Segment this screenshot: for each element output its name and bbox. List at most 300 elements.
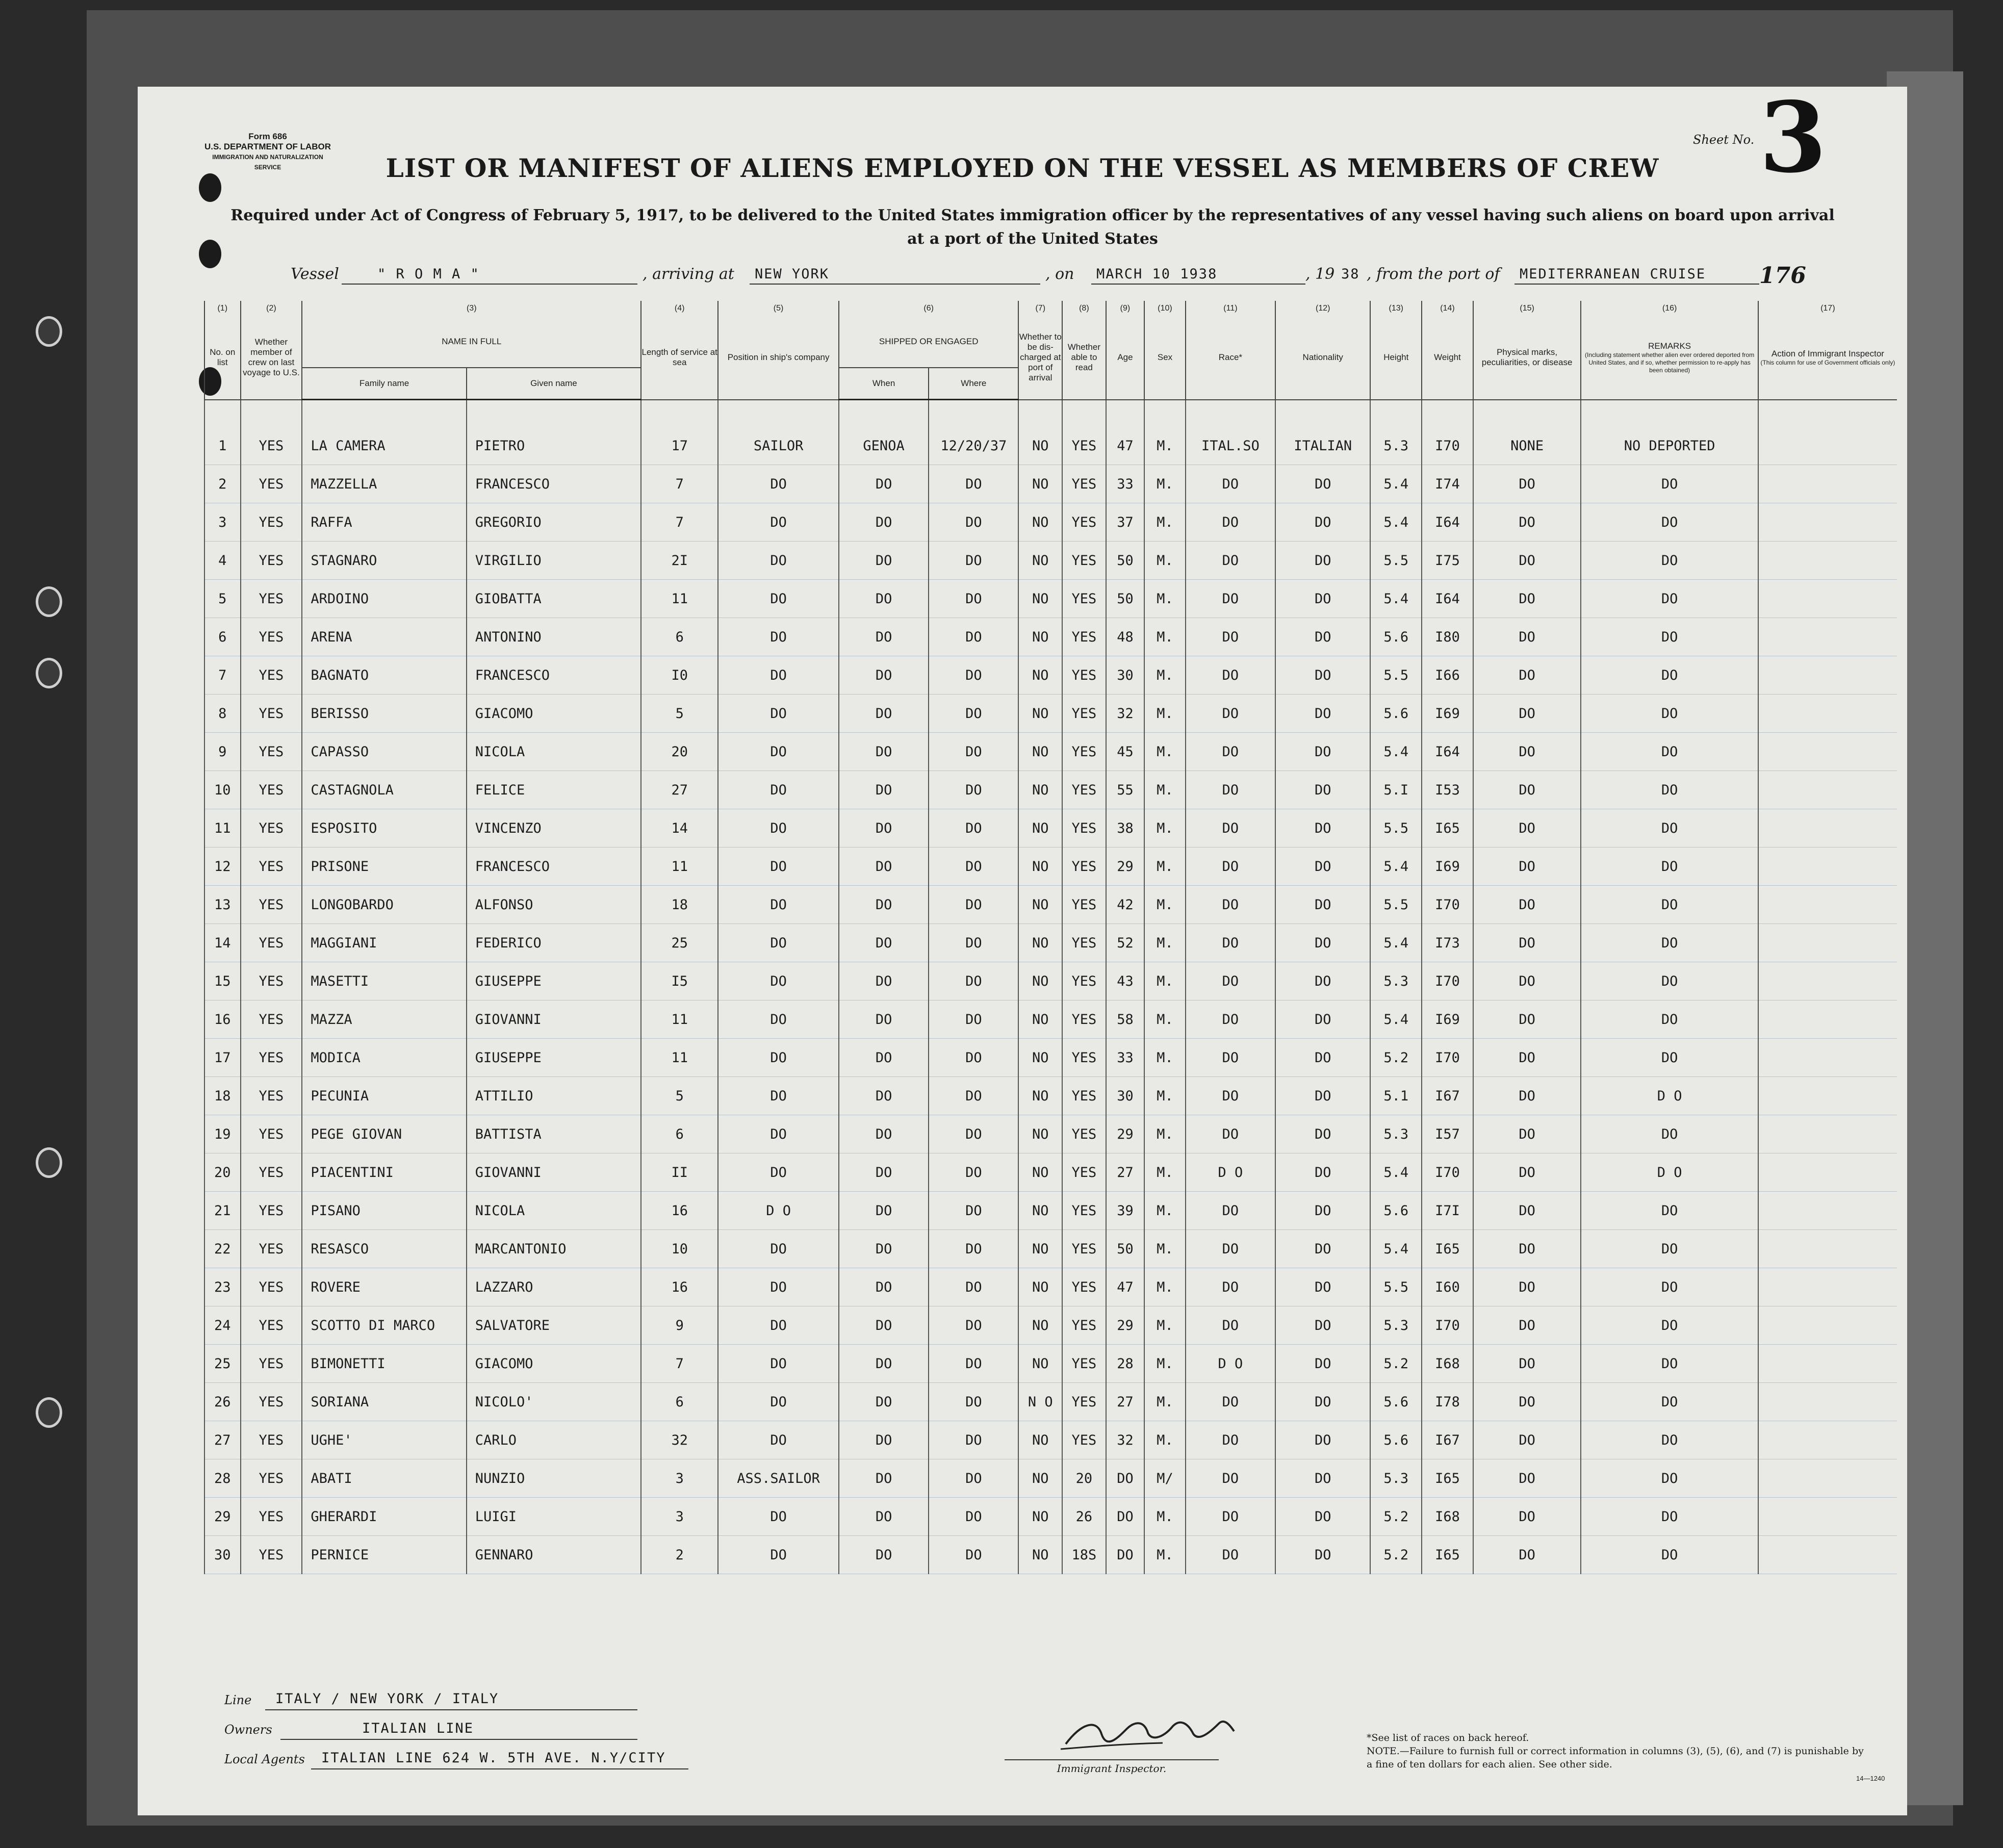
- read-flag: YES: [1062, 962, 1106, 1000]
- remarks-cell: DO: [1581, 1498, 1758, 1536]
- family-name: STAGNARO: [302, 542, 466, 580]
- list-number: 1: [204, 427, 241, 465]
- family-name: PECUNIA: [302, 1077, 466, 1115]
- family-name: RESASCO: [302, 1230, 466, 1268]
- service-length: 32: [641, 1421, 718, 1459]
- race-cell: DO: [1186, 542, 1275, 580]
- action-cell: [1758, 771, 1897, 809]
- read-flag: YES: [1062, 656, 1106, 695]
- list-number: 14: [204, 924, 241, 962]
- shipped-where: DO: [929, 848, 1018, 886]
- service-length: 7: [641, 465, 718, 503]
- race-cell: DO: [1186, 848, 1275, 886]
- service-length: 10: [641, 1230, 718, 1268]
- service-length: 7: [641, 1345, 718, 1383]
- race-cell: DO: [1186, 618, 1275, 656]
- col-header-where: Where: [929, 368, 1018, 400]
- list-number: 18: [204, 1077, 241, 1115]
- shipped-when: DO: [839, 542, 929, 580]
- read-flag: YES: [1062, 1345, 1106, 1383]
- col-header-sex: Sex: [1144, 316, 1186, 400]
- height-cell: 5.5: [1370, 656, 1422, 695]
- nationality-cell: DO: [1275, 1000, 1370, 1039]
- family-name: GHERARDI: [302, 1498, 466, 1536]
- family-name: MAZZA: [302, 1000, 466, 1039]
- physical-cell: DO: [1473, 465, 1581, 503]
- nationality-cell: DO: [1275, 1536, 1370, 1574]
- nationality-cell: DO: [1275, 1077, 1370, 1115]
- shipped-when: DO: [839, 1306, 929, 1345]
- given-name: LAZZARO: [467, 1268, 641, 1306]
- shipped-where: DO: [929, 924, 1018, 962]
- shipped-where: DO: [929, 618, 1018, 656]
- shipped-where: DO: [929, 1000, 1018, 1039]
- given-name: GIACOMO: [467, 695, 641, 733]
- weight-cell: I69: [1422, 1000, 1473, 1039]
- read-flag: YES: [1062, 542, 1106, 580]
- height-cell: 5.6: [1370, 695, 1422, 733]
- read-flag: YES: [1062, 1039, 1106, 1077]
- discharge-flag: NO: [1018, 886, 1062, 924]
- weight-cell: I80: [1422, 618, 1473, 656]
- read-flag: YES: [1062, 580, 1106, 618]
- list-number: 11: [204, 809, 241, 848]
- age-cell: 47: [1106, 427, 1145, 465]
- nationality-cell: DO: [1275, 1192, 1370, 1230]
- family-name: ARENA: [302, 618, 466, 656]
- service-length: 11: [641, 580, 718, 618]
- line-label: Line: [224, 1693, 252, 1707]
- height-cell: 5.5: [1370, 1268, 1422, 1306]
- weight-cell: I69: [1422, 848, 1473, 886]
- shipped-where: DO: [929, 771, 1018, 809]
- manifest-sheet: [138, 87, 1907, 1815]
- age-cell: 29: [1106, 848, 1145, 886]
- remarks-cell: DO: [1581, 924, 1758, 962]
- height-cell: 5.3: [1370, 1115, 1422, 1153]
- family-name: MODICA: [302, 1039, 466, 1077]
- physical-cell: DO: [1473, 809, 1581, 848]
- family-name: PIACENTINI: [302, 1153, 466, 1192]
- shipped-when: DO: [839, 1345, 929, 1383]
- col-num: (11): [1186, 301, 1275, 316]
- service-length: 11: [641, 848, 718, 886]
- race-cell: DO: [1186, 656, 1275, 695]
- list-number: 25: [204, 1345, 241, 1383]
- age-cell: 52: [1106, 924, 1145, 962]
- sex-cell: M.: [1144, 1153, 1186, 1192]
- race-cell: DO: [1186, 1306, 1275, 1345]
- table-row: [204, 771, 1897, 809]
- action-cell: [1758, 1077, 1897, 1115]
- member-flag: YES: [241, 771, 302, 809]
- binder-ring: [36, 1147, 62, 1178]
- ship-position: DO: [718, 886, 839, 924]
- shipped-when: DO: [839, 1459, 929, 1498]
- remarks-cell: DO: [1581, 809, 1758, 848]
- member-flag: YES: [241, 809, 302, 848]
- given-name: FEDERICO: [467, 924, 641, 962]
- table-row: [204, 1192, 1897, 1230]
- member-flag: YES: [241, 1000, 302, 1039]
- service-length: 17: [641, 427, 718, 465]
- page-title: LIST OR MANIFEST OF ALIENS EMPLOYED ON THE VESSEL AS MEMBERS OF CREW: [386, 153, 1659, 183]
- shipped-where: DO: [929, 1115, 1018, 1153]
- physical-cell: DO: [1473, 656, 1581, 695]
- discharge-flag: NO: [1018, 656, 1062, 695]
- physical-cell: DO: [1473, 1345, 1581, 1383]
- col-header-discharged: Whether to be dis-charged at port of arrival: [1018, 316, 1062, 400]
- height-cell: 5.2: [1370, 1039, 1422, 1077]
- member-flag: YES: [241, 656, 302, 695]
- physical-cell: DO: [1473, 886, 1581, 924]
- remarks-cell: DO: [1581, 465, 1758, 503]
- remarks-cell: NO DEPORTED: [1581, 427, 1758, 465]
- family-name: ESPOSITO: [302, 809, 466, 848]
- shipped-when: DO: [839, 695, 929, 733]
- weight-cell: I78: [1422, 1383, 1473, 1421]
- given-name: GENNARO: [467, 1536, 641, 1574]
- remarks-cell: DO: [1581, 733, 1758, 771]
- table-row: [204, 695, 1897, 733]
- nationality-cell: DO: [1275, 1230, 1370, 1268]
- table-row: [204, 1077, 1897, 1115]
- race-cell: DO: [1186, 695, 1275, 733]
- sex-cell: M.: [1144, 1039, 1186, 1077]
- remarks-cell: D O: [1581, 1077, 1758, 1115]
- shipped-when: DO: [839, 1421, 929, 1459]
- col-header-when: When: [839, 368, 929, 400]
- nationality-cell: DO: [1275, 580, 1370, 618]
- given-name: FELICE: [467, 771, 641, 809]
- year-label: , 19: [1305, 265, 1335, 283]
- sex-cell: M.: [1144, 886, 1186, 924]
- member-flag: YES: [241, 1153, 302, 1192]
- remarks-cell: DO: [1581, 1000, 1758, 1039]
- height-cell: 5.6: [1370, 1192, 1422, 1230]
- list-number: 3: [204, 503, 241, 542]
- shipped-when: DO: [839, 618, 929, 656]
- age-cell: 43: [1106, 962, 1145, 1000]
- col-num: (3): [302, 301, 641, 316]
- height-cell: 5.4: [1370, 580, 1422, 618]
- given-name: VIRGILIO: [467, 542, 641, 580]
- member-flag: YES: [241, 1383, 302, 1421]
- physical-cell: DO: [1473, 580, 1581, 618]
- given-name: BATTISTA: [467, 1115, 641, 1153]
- shipped-when: DO: [839, 809, 929, 848]
- col-header-member: Whether member of crew on last voyage to U.S.: [241, 316, 302, 400]
- table-row: [204, 962, 1897, 1000]
- service-length: I0: [641, 656, 718, 695]
- discharge-flag: NO: [1018, 503, 1062, 542]
- member-flag: YES: [241, 1115, 302, 1153]
- list-number: 2: [204, 465, 241, 503]
- shipped-when: DO: [839, 1192, 929, 1230]
- shipped-when: DO: [839, 1115, 929, 1153]
- col-header-no: No. on list: [204, 316, 241, 400]
- table-row: [204, 1000, 1897, 1039]
- height-cell: 5.6: [1370, 1421, 1422, 1459]
- member-flag: YES: [241, 580, 302, 618]
- action-cell: [1758, 1421, 1897, 1459]
- action-cell: [1758, 1153, 1897, 1192]
- physical-cell: DO: [1473, 1153, 1581, 1192]
- col-header-read: Whether able to read: [1062, 316, 1106, 400]
- discharge-flag: NO: [1018, 427, 1062, 465]
- discharge-flag: NO: [1018, 771, 1062, 809]
- age-cell: 32: [1106, 695, 1145, 733]
- arrival-port: NEW YORK: [755, 266, 830, 282]
- sex-cell: M.: [1144, 503, 1186, 542]
- binder-ring: [36, 1397, 62, 1428]
- service-length: 14: [641, 809, 718, 848]
- read-flag: YES: [1062, 1268, 1106, 1306]
- action-cell: [1758, 1306, 1897, 1345]
- sex-cell: M.: [1144, 1421, 1186, 1459]
- ship-position: DO: [718, 618, 839, 656]
- read-flag: YES: [1062, 1153, 1106, 1192]
- service-length: 18: [641, 886, 718, 924]
- physical-cell: DO: [1473, 1230, 1581, 1268]
- action-cell: [1758, 465, 1897, 503]
- sex-cell: M.: [1144, 848, 1186, 886]
- family-name: ARDOINO: [302, 580, 466, 618]
- ship-position: DO: [718, 1077, 839, 1115]
- read-flag: YES: [1062, 427, 1106, 465]
- weight-cell: I65: [1422, 809, 1473, 848]
- read-flag: YES: [1062, 924, 1106, 962]
- nationality-cell: DO: [1275, 886, 1370, 924]
- read-flag: YES: [1062, 886, 1106, 924]
- given-name: LUIGI: [467, 1498, 641, 1536]
- read-flag: YES: [1062, 618, 1106, 656]
- weight-cell: I64: [1422, 503, 1473, 542]
- age-cell: 45: [1106, 733, 1145, 771]
- race-cell: D O: [1186, 1153, 1275, 1192]
- ship-position: DO: [718, 733, 839, 771]
- remarks-cell: DO: [1581, 1115, 1758, 1153]
- height-cell: 5.5: [1370, 542, 1422, 580]
- physical-cell: DO: [1473, 1306, 1581, 1345]
- service-length: 5: [641, 1077, 718, 1115]
- age-cell: DO: [1106, 1498, 1145, 1536]
- action-cell: [1758, 656, 1897, 695]
- weight-cell: I70: [1422, 1039, 1473, 1077]
- race-cell: DO: [1186, 771, 1275, 809]
- list-number: 27: [204, 1421, 241, 1459]
- sex-cell: M.: [1144, 1115, 1186, 1153]
- ship-position: DO: [718, 695, 839, 733]
- sex-cell: M.: [1144, 962, 1186, 1000]
- race-cell: DO: [1186, 1421, 1275, 1459]
- agents-underline: [311, 1750, 688, 1769]
- family-name: ROVERE: [302, 1268, 466, 1306]
- age-cell: DO: [1106, 1536, 1145, 1574]
- ship-position: DO: [718, 1345, 839, 1383]
- action-cell: [1758, 886, 1897, 924]
- list-number: 20: [204, 1153, 241, 1192]
- col-num: (7): [1018, 301, 1062, 316]
- weight-cell: I68: [1422, 1345, 1473, 1383]
- read-flag: YES: [1062, 1383, 1106, 1421]
- shipped-when: DO: [839, 924, 929, 962]
- remarks-cell: DO: [1581, 695, 1758, 733]
- list-number: 29: [204, 1498, 241, 1536]
- remarks-cell: DO: [1581, 1039, 1758, 1077]
- member-flag: YES: [241, 1421, 302, 1459]
- ship-position: DO: [718, 1153, 839, 1192]
- age-cell: 29: [1106, 1306, 1145, 1345]
- service-length: 7: [641, 503, 718, 542]
- nationality-cell: DO: [1275, 1383, 1370, 1421]
- service-length: I5: [641, 962, 718, 1000]
- list-number: 5: [204, 580, 241, 618]
- read-flag: 18S: [1062, 1536, 1106, 1574]
- physical-cell: DO: [1473, 695, 1581, 733]
- col-header-remarks: [1581, 316, 1758, 400]
- sex-cell: M.: [1144, 924, 1186, 962]
- col-num: (1): [204, 301, 241, 316]
- table-row: [204, 542, 1897, 580]
- family-name: PRISONE: [302, 848, 466, 886]
- service-length: 2: [641, 1536, 718, 1574]
- member-flag: YES: [241, 1268, 302, 1306]
- ship-position: DO: [718, 848, 839, 886]
- remarks-cell: DO: [1581, 618, 1758, 656]
- remarks-cell: DO: [1581, 580, 1758, 618]
- given-name: FRANCESCO: [467, 465, 641, 503]
- height-cell: 5.6: [1370, 1383, 1422, 1421]
- remarks-cell: DO: [1581, 1192, 1758, 1230]
- sex-cell: M.: [1144, 580, 1186, 618]
- nationality-cell: DO: [1275, 1345, 1370, 1383]
- department: U.S. DEPARTMENT OF LABOR: [204, 142, 331, 151]
- col-num: (2): [241, 301, 302, 316]
- sex-cell: M.: [1144, 1383, 1186, 1421]
- remarks-cell: DO: [1581, 962, 1758, 1000]
- physical-cell: DO: [1473, 1268, 1581, 1306]
- race-cell: DO: [1186, 886, 1275, 924]
- col-header-physical: Physical marks, peculiarities, or disease: [1473, 316, 1581, 400]
- discharge-flag: NO: [1018, 465, 1062, 503]
- punch-hole: [199, 240, 221, 268]
- race-cell: ITAL.SO: [1186, 427, 1275, 465]
- family-name: MAGGIANI: [302, 924, 466, 962]
- nationality-cell: DO: [1275, 1306, 1370, 1345]
- discharge-flag: NO: [1018, 1077, 1062, 1115]
- table-row: [204, 1153, 1897, 1192]
- weight-cell: I64: [1422, 733, 1473, 771]
- service-length: 16: [641, 1268, 718, 1306]
- line-underline: [265, 1691, 637, 1710]
- nationality-cell: DO: [1275, 1421, 1370, 1459]
- remarks-cell: DO: [1581, 1306, 1758, 1345]
- col-num: (17): [1758, 301, 1897, 316]
- action-cell: [1758, 1230, 1897, 1268]
- sex-cell: M.: [1144, 1077, 1186, 1115]
- given-name: NICOLO': [467, 1383, 641, 1421]
- table-row: [204, 1421, 1897, 1459]
- discharge-flag: NO: [1018, 1115, 1062, 1153]
- col-header-race: Race*: [1186, 316, 1275, 400]
- physical-cell: DO: [1473, 1000, 1581, 1039]
- action-cell: [1758, 1383, 1897, 1421]
- physical-cell: DO: [1473, 1459, 1581, 1498]
- weight-cell: I67: [1422, 1077, 1473, 1115]
- member-flag: YES: [241, 962, 302, 1000]
- weight-cell: I70: [1422, 1153, 1473, 1192]
- ship-position: ASS.SAILOR: [718, 1459, 839, 1498]
- sheet-label: Sheet No.: [1693, 133, 1755, 147]
- discharge-flag: N O: [1018, 1383, 1062, 1421]
- binder-ring: [36, 316, 62, 347]
- age-cell: 38: [1106, 809, 1145, 848]
- given-name: GIOBATTA: [467, 580, 641, 618]
- form-number: Form 686: [248, 132, 287, 141]
- race-cell: DO: [1186, 1077, 1275, 1115]
- shipped-where: DO: [929, 962, 1018, 1000]
- physical-cell: DO: [1473, 771, 1581, 809]
- given-name: GIUSEPPE: [467, 1039, 641, 1077]
- given-name: GIOVANNI: [467, 1153, 641, 1192]
- read-flag: YES: [1062, 848, 1106, 886]
- arriving-label: , arriving at: [643, 265, 734, 283]
- member-flag: YES: [241, 542, 302, 580]
- action-cell: [1758, 924, 1897, 962]
- remarks-cell: DO: [1581, 503, 1758, 542]
- physical-cell: DO: [1473, 1421, 1581, 1459]
- physical-cell: NONE: [1473, 427, 1581, 465]
- remarks-cell: DO: [1581, 1345, 1758, 1383]
- sex-cell: M.: [1144, 656, 1186, 695]
- member-flag: YES: [241, 924, 302, 962]
- remarks-cell: DO: [1581, 886, 1758, 924]
- given-name: GIACOMO: [467, 1345, 641, 1383]
- shipped-where: DO: [929, 580, 1018, 618]
- action-cell: [1758, 848, 1897, 886]
- col-num: (9): [1106, 301, 1145, 316]
- given-name: FRANCESCO: [467, 848, 641, 886]
- age-cell: 39: [1106, 1192, 1145, 1230]
- table-row: [204, 733, 1897, 771]
- discharge-flag: NO: [1018, 1536, 1062, 1574]
- shipped-when: DO: [839, 1536, 929, 1574]
- inspector-label: Immigrant Inspector.: [1005, 1759, 1219, 1775]
- list-number: 12: [204, 848, 241, 886]
- shipped-where: DO: [929, 465, 1018, 503]
- discharge-flag: NO: [1018, 1000, 1062, 1039]
- remarks-note: (Including statement whether alien ever ordered deported from United States, and if so, whether permission to re-apply has been obtained): [1585, 351, 1755, 374]
- weight-cell: I65: [1422, 1230, 1473, 1268]
- family-name: CASTAGNOLA: [302, 771, 466, 809]
- ship-position: DO: [718, 809, 839, 848]
- height-cell: 5.4: [1370, 503, 1422, 542]
- age-cell: 37: [1106, 503, 1145, 542]
- member-flag: YES: [241, 503, 302, 542]
- crew-table: [204, 301, 1897, 1574]
- weight-cell: I69: [1422, 695, 1473, 733]
- table-row: [204, 1536, 1897, 1574]
- age-cell: 30: [1106, 1077, 1145, 1115]
- age-cell: 27: [1106, 1383, 1145, 1421]
- weight-cell: I64: [1422, 580, 1473, 618]
- form-code: 14—1240: [1856, 1775, 1885, 1782]
- list-number: 21: [204, 1192, 241, 1230]
- physical-cell: DO: [1473, 924, 1581, 962]
- discharge-flag: NO: [1018, 1345, 1062, 1383]
- discharge-flag: NO: [1018, 848, 1062, 886]
